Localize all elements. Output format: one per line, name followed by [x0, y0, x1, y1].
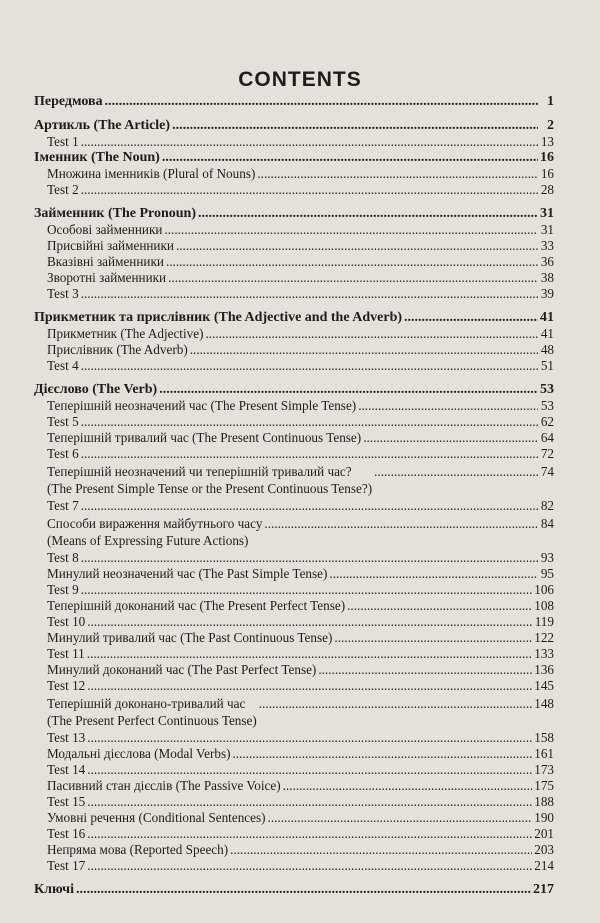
dot-leader [87, 647, 532, 661]
toc-entry-page: 2 [547, 118, 554, 133]
dot-leader [81, 551, 538, 565]
toc-entry-page: 84 [540, 516, 554, 531]
toc-entry [34, 463, 554, 499]
dot-leader [176, 239, 538, 253]
toc-entry-label: Артикль (The Article) [34, 118, 171, 133]
dot-leader [81, 359, 538, 373]
toc-entry-page: 74 [540, 464, 554, 479]
toc-entry [34, 119, 554, 135]
toc-entry [34, 551, 554, 567]
dot-leader [81, 287, 538, 301]
dot-leader [264, 517, 538, 531]
toc-entry-label: Минулий тривалий час (The Past Continuous Tense) [47, 630, 333, 645]
toc-entry-page: 188 [534, 794, 554, 809]
toc-entry-label: Умовні речення (Conditional Sentences) [47, 810, 266, 825]
toc-entry-page: 16 [540, 166, 554, 181]
dot-leader [374, 465, 538, 479]
toc-entry-page: 48 [540, 342, 554, 357]
toc-entry-page: 214 [534, 858, 554, 873]
dot-leader [259, 697, 532, 711]
toc-entry [34, 631, 554, 647]
toc-entry-page: 41 [540, 326, 554, 341]
toc-entry [34, 151, 554, 167]
toc-entry-page: 1 [547, 94, 554, 109]
toc-entry-label: Test 13 [47, 730, 86, 745]
dot-leader [230, 843, 532, 857]
dot-leader [87, 795, 532, 809]
toc-entry [34, 859, 554, 875]
toc-entry-label: Займенник (The Pronoun) [34, 206, 197, 221]
toc-entry-label: Test 14 [47, 762, 86, 777]
toc-entry [34, 499, 554, 515]
toc-entry-page: 106 [534, 582, 554, 597]
toc-entry-label: Test 16 [47, 826, 86, 841]
toc-entry [34, 415, 554, 431]
dot-leader [205, 327, 538, 341]
toc-entry [34, 779, 554, 795]
toc-entry [34, 647, 554, 663]
toc-entry [34, 795, 554, 811]
toc-entry-page: 201 [534, 826, 554, 841]
dot-leader [81, 447, 538, 461]
toc-entry-label: Test 8 [47, 550, 79, 565]
toc-entry [34, 827, 554, 843]
dot-leader [164, 223, 538, 237]
toc-entry-label: Test 3 [47, 286, 79, 301]
toc-entry-page: 161 [534, 746, 554, 761]
toc-entry-label: Test 15 [47, 794, 86, 809]
toc-entry [34, 223, 554, 239]
toc-entry-page: 62 [540, 414, 554, 429]
toc-entry-page: 203 [534, 842, 554, 857]
toc-entry [34, 679, 554, 695]
toc-entry-page: 53 [540, 398, 554, 413]
toc-entry [34, 843, 554, 859]
toc-entry-label: Test 5 [47, 414, 79, 429]
toc-entry-page: 64 [540, 430, 554, 445]
toc-entry-page: 145 [534, 678, 554, 693]
dot-leader [329, 567, 538, 581]
dot-leader [166, 255, 538, 269]
dot-leader [87, 615, 532, 629]
toc-entry-page: 119 [534, 614, 554, 629]
toc-entry-page: 28 [540, 182, 554, 197]
toc-entry-page: 13 [540, 134, 554, 149]
dot-leader [168, 271, 538, 285]
dot-leader [172, 119, 538, 133]
toc-entry-label: Test 10 [47, 614, 86, 629]
dot-leader [318, 663, 532, 677]
toc-entry-page: 72 [540, 446, 554, 461]
toc-entry [34, 515, 554, 551]
dot-leader [232, 747, 532, 761]
toc-entry-page: 217 [533, 882, 554, 897]
toc-entry-label: Присвійні займенники [47, 238, 174, 253]
toc-entry-page: 136 [534, 662, 554, 677]
toc-entry [34, 271, 554, 287]
dot-leader [347, 599, 532, 613]
toc-entry-label: Теперішній неозначений чи теперішній тривалий час? (The Present Simple Tense or the Present Continuous Tense?) [47, 464, 373, 496]
dot-leader [87, 731, 532, 745]
toc-entry-label: Теперішній тривалий час (The Present Continuous Tense) [47, 430, 362, 445]
toc-entry [34, 747, 554, 763]
toc-entry-page: 38 [540, 270, 554, 285]
toc-entry-label: Test 2 [47, 182, 79, 197]
dot-leader [87, 859, 532, 873]
toc-entry-page: 39 [540, 286, 554, 301]
dot-leader [257, 167, 538, 181]
toc-entry [34, 311, 554, 327]
dot-leader [358, 399, 538, 413]
toc-entry-label: Test 7 [47, 498, 79, 513]
toc-entry [34, 447, 554, 463]
table-of-contents [34, 95, 554, 899]
dot-leader [334, 631, 532, 645]
toc-entry [34, 255, 554, 271]
toc-entry-label: Дієслово (The Verb) [34, 382, 158, 397]
toc-entry [34, 663, 554, 679]
toc-entry-page: 93 [540, 550, 554, 565]
toc-entry-page: 53 [540, 382, 554, 397]
toc-entry [34, 583, 554, 599]
toc-entry [34, 615, 554, 631]
dot-leader [87, 827, 532, 841]
toc-entry-page: 175 [534, 778, 554, 793]
toc-entry-label: Прикметник та прислівник (The Adjective and the Adverb) [34, 310, 403, 325]
dot-leader [190, 343, 538, 357]
toc-entry-label: Test 11 [47, 646, 85, 661]
toc-entry [34, 239, 554, 255]
toc-entry-page: 190 [534, 810, 554, 825]
toc-entry-page: 95 [540, 566, 554, 581]
toc-entry-label: Зворотні займенники [47, 270, 167, 285]
toc-entry [34, 359, 554, 375]
toc-entry [34, 183, 554, 199]
toc-entry [34, 431, 554, 447]
toc-entry-page: 33 [540, 238, 554, 253]
toc-entry-page: 16 [540, 150, 554, 165]
toc-entry-page: 108 [534, 598, 554, 613]
toc-entry-page: 148 [534, 696, 554, 711]
toc-entry [34, 95, 554, 111]
dot-leader [81, 135, 538, 149]
toc-entry-label: Способи вираження майбутнього часу (Means of Expressing Future Actions) [47, 516, 263, 548]
toc-entry [34, 287, 554, 303]
toc-entry-label: Теперішній неозначений час (The Present Simple Tense) [47, 398, 357, 413]
toc-entry-label: Test 9 [47, 582, 79, 597]
dot-leader [404, 311, 538, 325]
dot-leader [81, 183, 538, 197]
toc-entry [34, 383, 554, 399]
toc-entry-label: Теперішній доконано-тривалий час (The Present Perfect Continuous Tense) [47, 696, 257, 728]
dot-leader [198, 207, 538, 221]
toc-entry-page: 82 [540, 498, 554, 513]
toc-entry [34, 135, 554, 151]
dot-leader [162, 151, 538, 165]
toc-entry-page: 36 [540, 254, 554, 269]
toc-entry [34, 731, 554, 747]
toc-entry [34, 883, 554, 899]
toc-entry-label: Прикметник (The Adjective) [47, 326, 204, 341]
toc-entry [34, 343, 554, 359]
toc-entry [34, 207, 554, 223]
toc-entry-label: Test 12 [47, 678, 86, 693]
toc-entry-label: Непряма мова (Reported Speech) [47, 842, 229, 857]
toc-entry-page: 173 [534, 762, 554, 777]
toc-entry-label: Минулий доконаний час (The Past Perfect Tense) [47, 662, 317, 677]
toc-entry-page: 158 [534, 730, 554, 745]
toc-entry-page: 133 [534, 646, 554, 661]
toc-entry-label: Test 6 [47, 446, 79, 461]
dot-leader [81, 583, 533, 597]
toc-entry-label: Test 1 [47, 134, 79, 149]
toc-entry-label: Передмова [34, 94, 103, 109]
toc-entry [34, 811, 554, 827]
toc-entry-label: Теперішній доконаний час (The Present Perfect Tense) [47, 598, 346, 613]
toc-entry-label: Особові займенники [47, 222, 163, 237]
toc-entry-page: 51 [540, 358, 554, 373]
toc-entry [34, 567, 554, 583]
toc-entry-label: Модальні дієслова (Modal Verbs) [47, 746, 231, 761]
toc-entry [34, 327, 554, 343]
toc-entry-label: Test 4 [47, 358, 79, 373]
toc-entry-page: 31 [540, 206, 554, 221]
dot-leader [87, 679, 532, 693]
toc-entry-label: Test 17 [47, 858, 86, 873]
toc-entry-page: 31 [540, 222, 554, 237]
dot-leader [283, 779, 533, 793]
dot-leader [159, 383, 538, 397]
page-title: CONTENTS [238, 68, 362, 91]
dot-leader [81, 499, 538, 513]
toc-entry-page: 41 [540, 310, 554, 325]
toc-entry [34, 167, 554, 183]
toc-entry [34, 695, 554, 731]
toc-entry-label: Ключі [34, 882, 74, 897]
toc-entry-label: Прислівник (The Adverb) [47, 342, 188, 357]
toc-entry-label: Іменник (The Noun) [34, 150, 160, 165]
toc-entry-label: Вказівні займенники [47, 254, 164, 269]
dot-leader [76, 883, 531, 897]
toc-entry-label: Минулий неозначений час (The Past Simple Tense) [47, 566, 328, 581]
dot-leader [87, 763, 532, 777]
dot-leader [105, 95, 538, 109]
toc-entry-label: Пасивний стан дієслів (The Passive Voice) [47, 778, 281, 793]
toc-entry-page: 122 [534, 630, 554, 645]
toc-entry [34, 599, 554, 615]
dot-leader [363, 431, 538, 445]
toc-entry [34, 399, 554, 415]
toc-entry-label: Множина іменників (Plural of Nouns) [47, 166, 256, 181]
dot-leader [268, 811, 533, 825]
dot-leader [81, 415, 538, 429]
toc-entry [34, 763, 554, 779]
